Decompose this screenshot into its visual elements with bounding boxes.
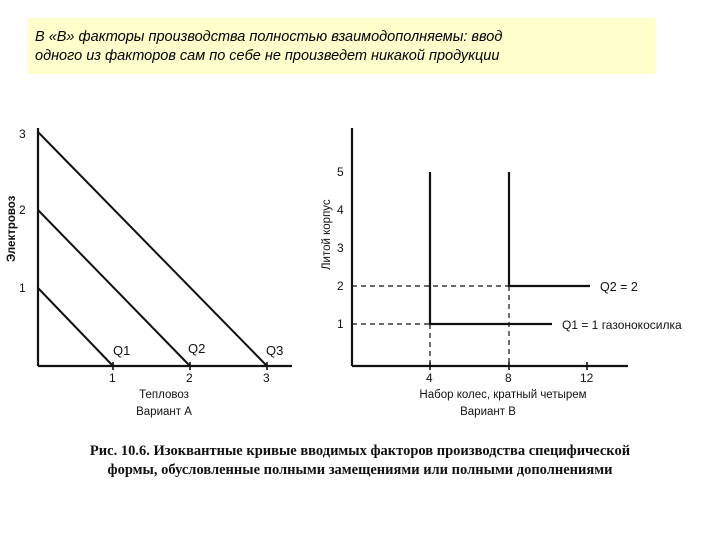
chart-a-label-q1: Q1	[113, 343, 131, 358]
chart-b-isoquant-q2	[509, 172, 590, 286]
chart-b-label-q1: Q1 = 1 газонокосилка	[562, 318, 682, 332]
chart-b-ytick-2: 2	[337, 279, 344, 293]
chart-b-xtick-8: 8	[505, 371, 512, 385]
slide-text-line-2: одного из факторов сам по себе не произведет никакой продукции	[35, 48, 500, 64]
chart-b-xtick-4: 4	[426, 371, 433, 385]
chart-a-ytick-3: 3	[19, 127, 26, 141]
chart-a-xtick-3: 3	[263, 371, 270, 385]
slide-text-line-1: В «В» факторы производства полностью взаимодополняемы: ввод	[35, 29, 503, 45]
chart-a-ytick-2: 2	[19, 203, 26, 217]
chart-b-subtitle: Вариант В	[460, 406, 516, 418]
chart-a-isoquant-q3	[38, 132, 267, 366]
chart-a-xtick-1: 1	[109, 371, 116, 385]
figure-caption-line-1: Рис. 10.6. Изоквантные кривые вводимых факторов производства специфической	[89, 443, 631, 459]
chart-a-xtick-2: 2	[186, 371, 193, 385]
chart-a-isoquant-q1	[38, 288, 113, 366]
chart-a-xlabel: Тепловоз	[139, 389, 189, 401]
chart-a-subtitle: Вариант А	[136, 406, 192, 418]
chart-a-ylabel: Электровоз	[6, 195, 18, 262]
chart-b-ytick-3: 3	[337, 241, 344, 255]
chart-b-xlabel: Набор колес, кратный четырем	[419, 389, 587, 401]
chart-b-ytick-1: 1	[337, 317, 344, 331]
chart-a-label-q2: Q2	[188, 341, 206, 356]
chart-b-isoquant-q1	[430, 172, 552, 324]
chart-b-ylabel: Литой корпус	[321, 199, 333, 270]
chart-b-ytick-4: 4	[337, 203, 344, 217]
figure-caption-line-2: формы, обусловленные полными замещениями или полными дополнениями	[107, 462, 613, 478]
chart-b-xtick-12: 12	[580, 371, 594, 385]
chart-b-label-q2: Q2 = 2	[600, 280, 638, 294]
chart-a-label-q3: Q3	[266, 343, 284, 358]
chart-b-ytick-5: 5	[337, 165, 344, 179]
chart-a-ytick-1: 1	[19, 281, 26, 295]
